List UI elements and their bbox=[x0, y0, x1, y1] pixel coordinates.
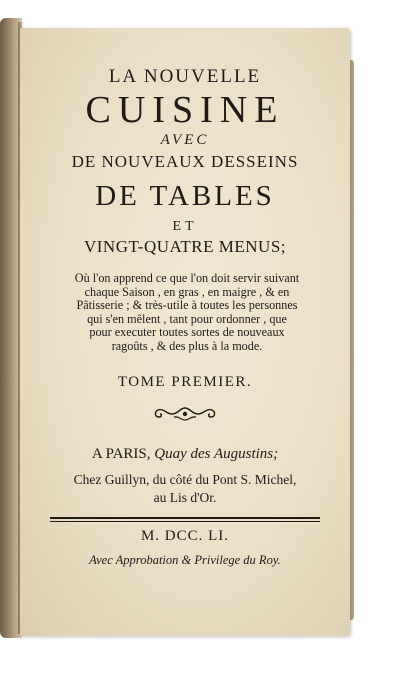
fleuron-ornament-icon bbox=[150, 404, 220, 424]
title-line-3: AVEC bbox=[160, 132, 210, 148]
title-line-1: LA NOUVELLE bbox=[108, 66, 262, 87]
title-line-5: DE TABLES bbox=[95, 180, 275, 212]
description-line: qui s'en mêlent , tant pour ordonner , que bbox=[87, 311, 287, 326]
divider-rule bbox=[50, 517, 320, 519]
printer-line-1: Chez Guillyn, du côté du Pont S. Michel, bbox=[73, 472, 297, 487]
description-line: chaque Saison , en gras , en maigre , & en bbox=[84, 284, 290, 299]
description-line: Où l'on apprend ce que l'on doit servir suivant bbox=[74, 271, 300, 285]
title-line-7: VINGT-QUATRE MENUS; bbox=[83, 237, 286, 256]
description-line: ragoûts , & des plus à la mode. bbox=[111, 338, 263, 353]
volume-label: TOME PREMIER. bbox=[117, 374, 253, 390]
description-line: pour executer toutes sortes de nouveaux bbox=[89, 325, 285, 340]
privilege-line: Avec Approbation & Privilege du Roy. bbox=[89, 553, 281, 567]
title-page bbox=[20, 28, 350, 636]
title-line-4: DE NOUVEAUX DESSEINS bbox=[71, 152, 299, 171]
title-line-6: ET bbox=[172, 219, 198, 234]
imprint-line bbox=[20, 446, 350, 463]
description-paragraph bbox=[42, 272, 332, 354]
printer-line-2: au Lis d'Or. bbox=[153, 490, 217, 505]
publication-date: M. DCC. LI. bbox=[140, 528, 230, 544]
description-line: Pâtisserie ; & très-utile à toutes les personnes bbox=[76, 298, 298, 313]
imprint-city: A PARIS, bbox=[91, 446, 151, 462]
divider-rule-thin bbox=[50, 521, 320, 522]
title-line-2: CUISINE bbox=[85, 89, 285, 131]
imprint-street: Quay des Augustins; bbox=[154, 446, 279, 462]
